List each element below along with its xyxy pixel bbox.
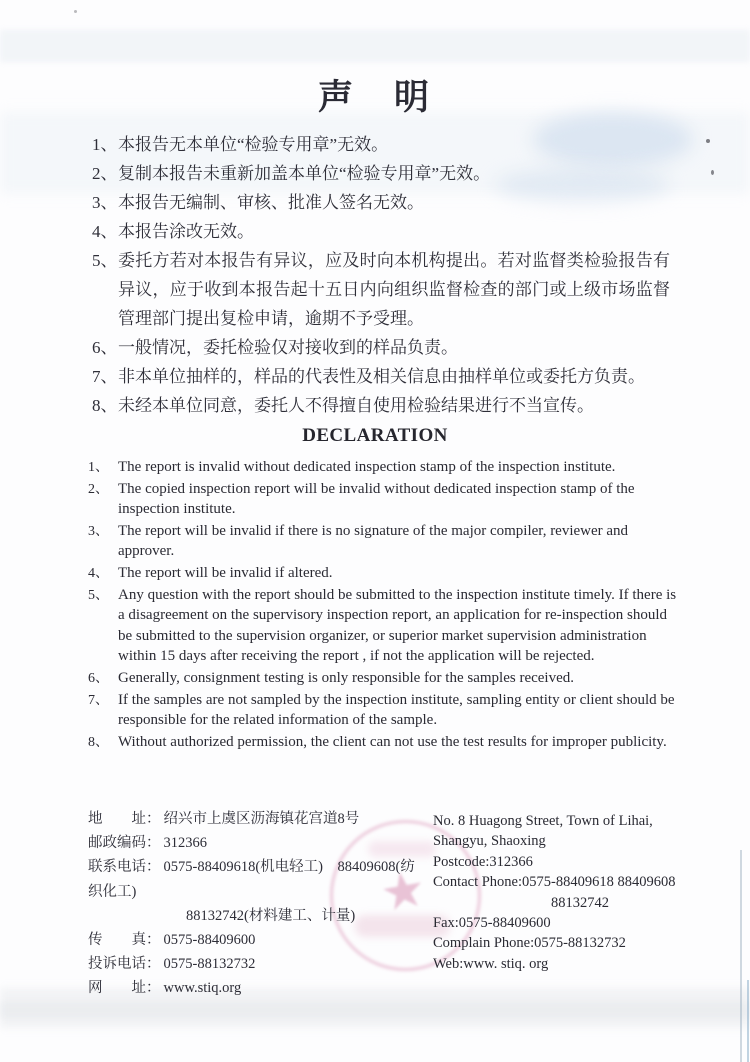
cn-list-item [92, 159, 670, 188]
item-text: The report is invalid without dedicated inspection stamp of the inspection institute. [118, 459, 616, 475]
field-label: 网 址： [88, 980, 161, 997]
scan-speck [74, 10, 77, 13]
item-number: 8、 [88, 734, 109, 750]
item-text: 复制本报告未重新加盖本单位“检验专用章”无效。 [118, 164, 491, 183]
field-value: 0575-88409618(机电轻工) 88409608(纺织化工) [88, 859, 415, 900]
footer-contact-cn [88, 807, 423, 1001]
english-declaration-list [88, 457, 678, 753]
scan-edge-line [747, 980, 749, 1062]
item-number: 4、 [88, 565, 109, 581]
item-number: 1、 [92, 135, 118, 154]
address-line-en: Shangyu, Shaoxing [433, 833, 546, 850]
website-url: www.stiq.org [163, 980, 242, 997]
address-row [88, 807, 423, 831]
declaration-heading: DECLARATION [302, 425, 448, 446]
field-value: 312366 [163, 835, 207, 852]
field-value: 绍兴市上虞区沥海镇花宫道8号 [163, 811, 360, 827]
fax-line-en: Fax:0575-88409600 [433, 915, 551, 932]
field-label: 邮政编码： [88, 835, 161, 852]
item-number: 5、 [92, 251, 118, 270]
item-text: If the samples are not sampled by the inspection institute, sampling entity or client should be responsible for the related information of the sample. [118, 691, 675, 729]
field-value: 0575-88132732 [163, 956, 256, 973]
en-list-item [88, 585, 678, 667]
item-number: 8、 [92, 396, 118, 415]
item-number: 5、 [88, 587, 109, 603]
en-list-item [88, 521, 678, 562]
address-line-en: No. 8 Huagong Street, Town of Lihai, [433, 813, 653, 829]
en-list-item [88, 563, 678, 584]
item-text: 委托方若对本报告有异议，应及时向本机构提出。若对监督类检验报告有异议，应于收到本报告起十五日内向组织监督检查的部门或上级市场监督管理部门提出复检申请，逾期不予受理。 [118, 251, 670, 328]
item-text: 本报告无本单位“检验专用章”无效。 [118, 135, 389, 154]
postcode-line-en: Postcode:312366 [433, 853, 533, 870]
item-text: Without authorized permission, the client can not use the test results for improper publicity. [118, 733, 667, 750]
item-number: 6、 [92, 338, 118, 357]
item-text: The report will be invalid if altered. [118, 564, 333, 581]
cn-list-item [92, 246, 670, 333]
cn-list-item [92, 391, 670, 420]
chinese-declaration-list [92, 130, 670, 420]
field-label: 传 真： [88, 932, 161, 949]
en-list-item [88, 732, 678, 753]
item-number: 3、 [92, 193, 118, 212]
en-list-item [88, 690, 678, 731]
item-text: 一般情况，委托检验仅对接收到的样品负责。 [118, 338, 458, 357]
phone-line-en-continued: 88132742 [551, 894, 609, 911]
item-text: 本报告涂改无效。 [118, 222, 254, 241]
page-title: 声 明 [317, 78, 432, 117]
item-text: 未经本单位同意，委托人不得擅自使用检验结果进行不当宣传。 [118, 396, 594, 415]
en-list-item [88, 479, 678, 520]
cn-list-item [92, 362, 670, 391]
field-label: 投诉电话： [88, 956, 161, 973]
scan-speck [711, 170, 714, 175]
complaint-line-en: Complain Phone:0575-88132732 [433, 935, 626, 952]
footer-contact-en [433, 811, 723, 974]
cn-list-item [92, 130, 670, 159]
field-label: 地 址： [88, 811, 161, 827]
item-text: The report will be invalid if there is no signature of the major compiler, reviewer and approver. [118, 522, 629, 560]
phone-line-en: Contact Phone:0575-88409618 88409608 [433, 874, 676, 891]
item-number: 4、 [92, 222, 118, 241]
cn-list-item [92, 188, 670, 217]
field-value: 0575-88409600 [163, 932, 256, 949]
item-number: 7、 [88, 692, 109, 708]
scan-speck [706, 139, 710, 143]
item-text: Generally, consignment testing is only responsible for the samples received. [118, 669, 574, 686]
item-number: 3、 [88, 523, 109, 539]
item-text: 本报告无编制、审核、批准人签名无效。 [118, 193, 424, 212]
stamp-star-icon: ★ [375, 858, 431, 924]
item-number: 2、 [92, 164, 118, 183]
cn-list-item [92, 333, 670, 362]
website-line-en: Web:www. stiq. org [433, 955, 549, 972]
scan-band-top [0, 30, 750, 62]
phone-row [88, 855, 423, 903]
fax-row [88, 928, 423, 952]
en-list-item [88, 457, 678, 478]
scan-band-bottom [0, 1002, 750, 1018]
scan-edge-line [740, 850, 742, 1062]
complaint-row [88, 952, 423, 976]
website-row [88, 976, 423, 1000]
item-text: Any question with the report should be submitted to the inspection institute timely. If there is a disagreement on the supervisory inspection report, an application for re-inspection should be submitted to the supervision organizer, or superior market supervision administration within 15 days after receiving the report , if not the application will be rejected. [118, 586, 677, 665]
phone-row-continued: 88132742(材料建工、计量) [186, 907, 356, 924]
item-text: The copied inspection report will be invalid without dedicated inspection stamp of the inspection institute. [118, 480, 635, 518]
item-text: 非本单位抽样的，样品的代表性及相关信息由抽样单位或委托方负责。 [118, 367, 645, 386]
en-list-item [88, 668, 678, 689]
item-number: 2、 [88, 481, 109, 497]
item-number: 6、 [88, 670, 109, 686]
field-label: 联系电话： [88, 859, 161, 876]
item-number: 7、 [92, 367, 118, 386]
cn-list-item [92, 217, 670, 246]
postcode-row [88, 831, 423, 855]
item-number: 1、 [88, 460, 109, 475]
